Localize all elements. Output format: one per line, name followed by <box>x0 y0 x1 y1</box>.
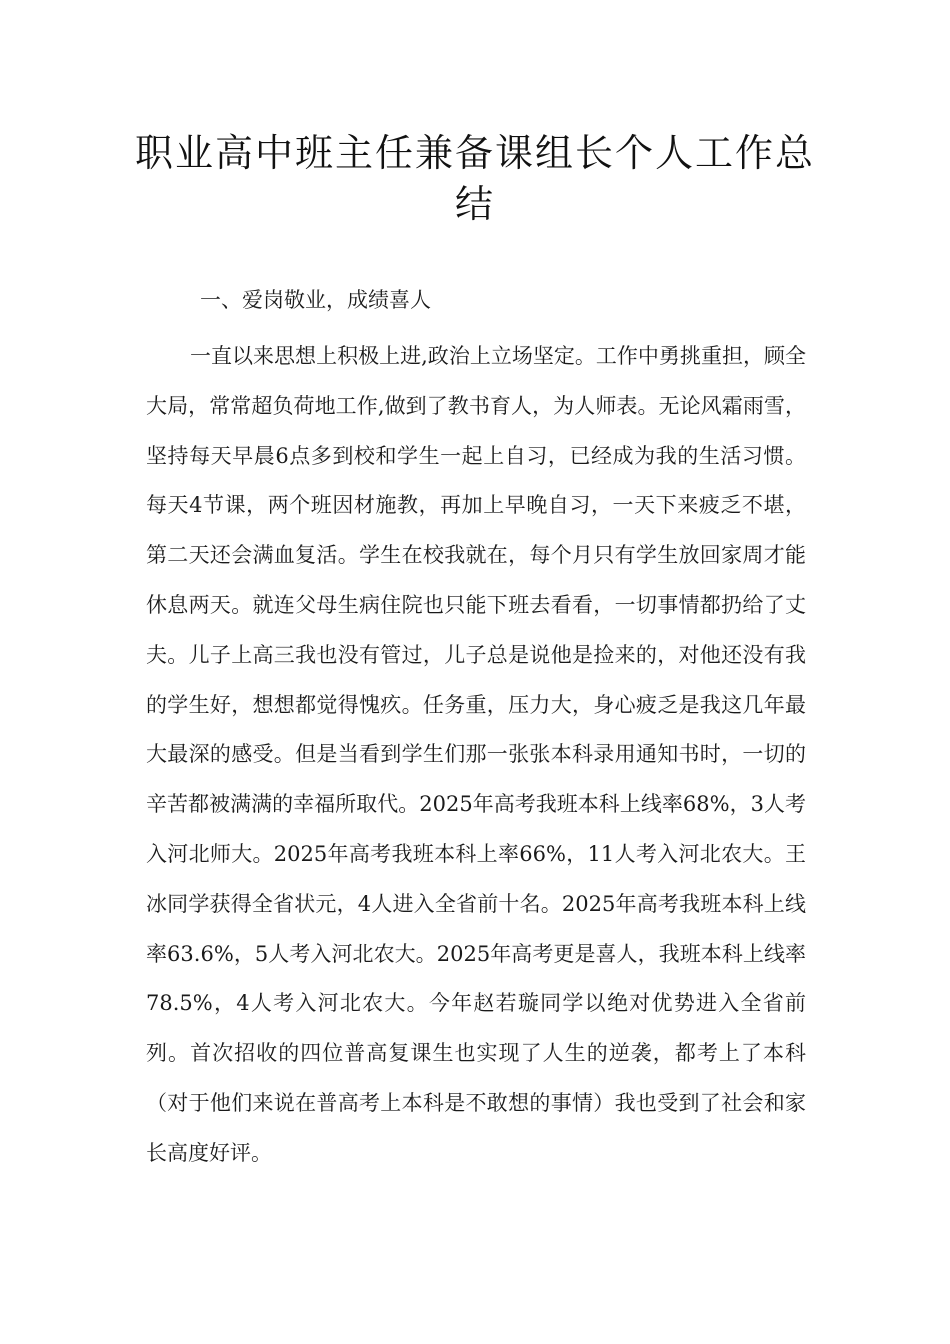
body-paragraph: 一直以来思想上积极上进,政治上立场坚定。工作中勇挑重担，顾全大局，常常超负荷地工作,做到了教书育人，为人师表。无论风霜雨雪，坚持每天早晨6点多到校和学生一起上自习，已经成为我的生活习惯。每天4节课，两个班因材施教，再加上早晚自习，一天下来疲乏不堪，第二天还会满血复活。学生在校我就在，每个月只有学生放回家周才能休息两天。就连父母生病住院也只能下班去看看，一切事情都扔给了丈夫。儿子上高三我也没有管过，儿子总是说他是捡来的，对他还没有我的学生好，想想都觉得愧疚。任务重，压力大，身心疲乏是我这几年最大最深的感受。但是当看到学生们那一张张本科录用通知书时，一切的辛苦都被满满的幸福所取代。2025年高考我班本科上线率68%，3人考入河北师大。2025年高考我班本科上率66%，11人考入河北农大。王冰同学获得全省状元，4人进入全省前十名。2025年高考我班本科上线率63.6%，5人考入河北农大。2025年高考更是喜人，我班本科上线率78.5%，4人考入河北农大。今年赵若璇同学以绝对优势进入全省前列。首次招收的四位普高复课生也实现了人生的逆袭，都考上了本科（对于他们来说在普高考上本科是不敢想的事情）我也受到了社会和家长高度好评。 <box>146 344 806 1165</box>
section-heading: 一、爱岗敬业，成绩喜人 <box>200 288 431 312</box>
document-title: 职业高中班主任兼备课组长个人工作总结 <box>134 131 815 226</box>
